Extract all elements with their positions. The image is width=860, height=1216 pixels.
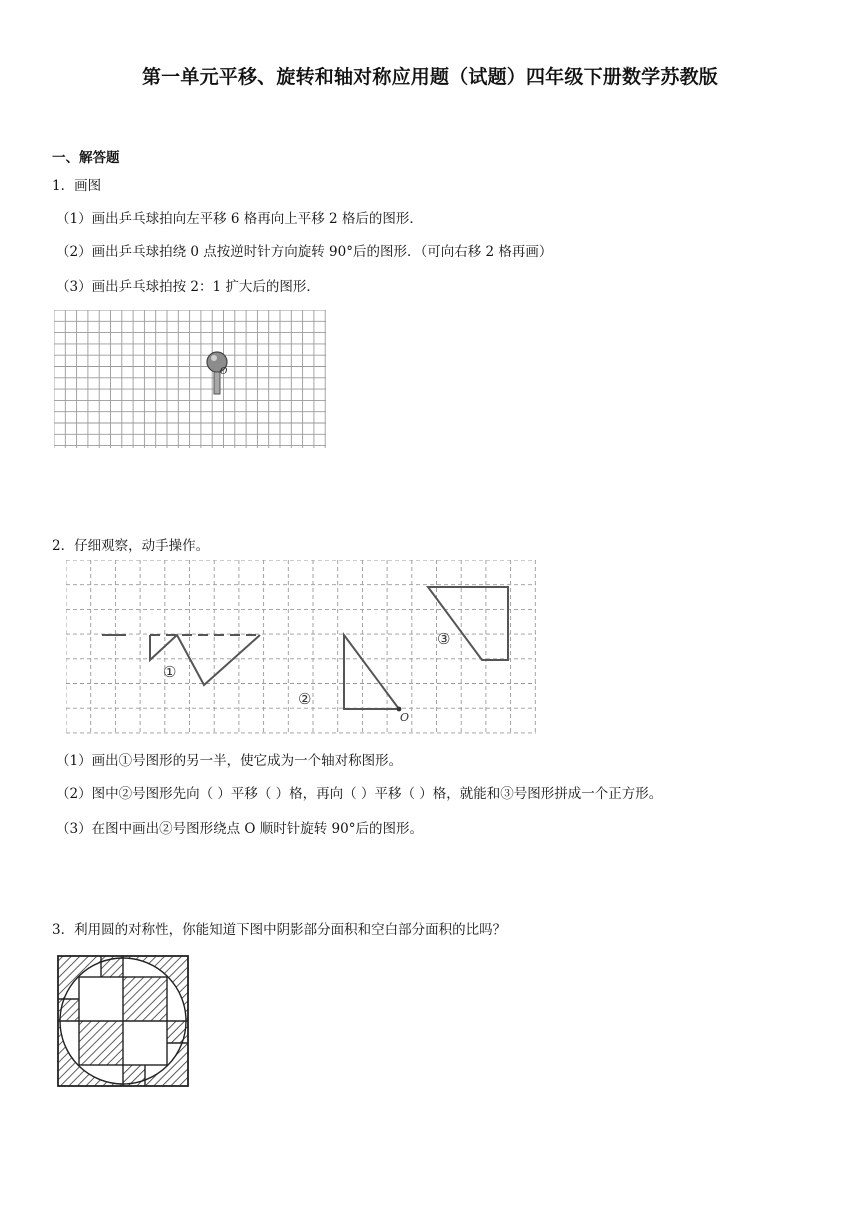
q2-item-2: （2）图中②号图形先向（ ）平移（ ）格，再向（ ）平移（ ）格，就能和③号图形拼成一个正方形。 bbox=[56, 786, 663, 802]
section-heading: 一、解答题 bbox=[52, 150, 120, 166]
shape-3 bbox=[428, 587, 508, 660]
shape-1 bbox=[102, 635, 260, 685]
q1-item-3: （3）画出乒乓球拍按 2：1 扩大后的图形． bbox=[56, 279, 320, 295]
q1-point-label: O bbox=[220, 367, 228, 377]
q3-circle-figure bbox=[56, 954, 190, 1088]
shape-2-label: ② bbox=[298, 690, 312, 708]
q2-point-label: O bbox=[400, 711, 410, 724]
q2-grid-figure bbox=[66, 560, 542, 738]
q2-stem: 2．仔细观察，动手操作。 bbox=[52, 538, 210, 554]
shape-3-label: ③ bbox=[437, 630, 451, 648]
q1-item-1: （1）画出乒乓球拍向左平移 6 格再向上平移 2 格后的图形． bbox=[56, 211, 423, 227]
q1-grid-figure bbox=[54, 310, 328, 450]
q2-item-1: （1）画出①号图形的另一半，使它成为一个轴对称图形。 bbox=[56, 753, 403, 769]
page-title: 第一单元平移、旋转和轴对称应用题（试题）四年级下册数学苏教版 bbox=[141, 66, 718, 88]
q1-item-2: （2）画出乒乓球拍绕 0 点按逆时针方向旋转 90°后的图形．（可向右移 2 格再画） bbox=[56, 244, 553, 260]
q2-item-3: （3）在图中画出②号图形绕点 O 顺时针旋转 90°后的图形。 bbox=[56, 821, 423, 837]
shape-2 bbox=[344, 635, 399, 709]
q3-stem: 3．利用圆的对称性，你能知道下图中阴影部分面积和空白部分面积的比吗？ bbox=[52, 922, 507, 938]
shape-1-label: ① bbox=[163, 663, 177, 681]
q1-stem: 1．画图 bbox=[52, 178, 102, 194]
